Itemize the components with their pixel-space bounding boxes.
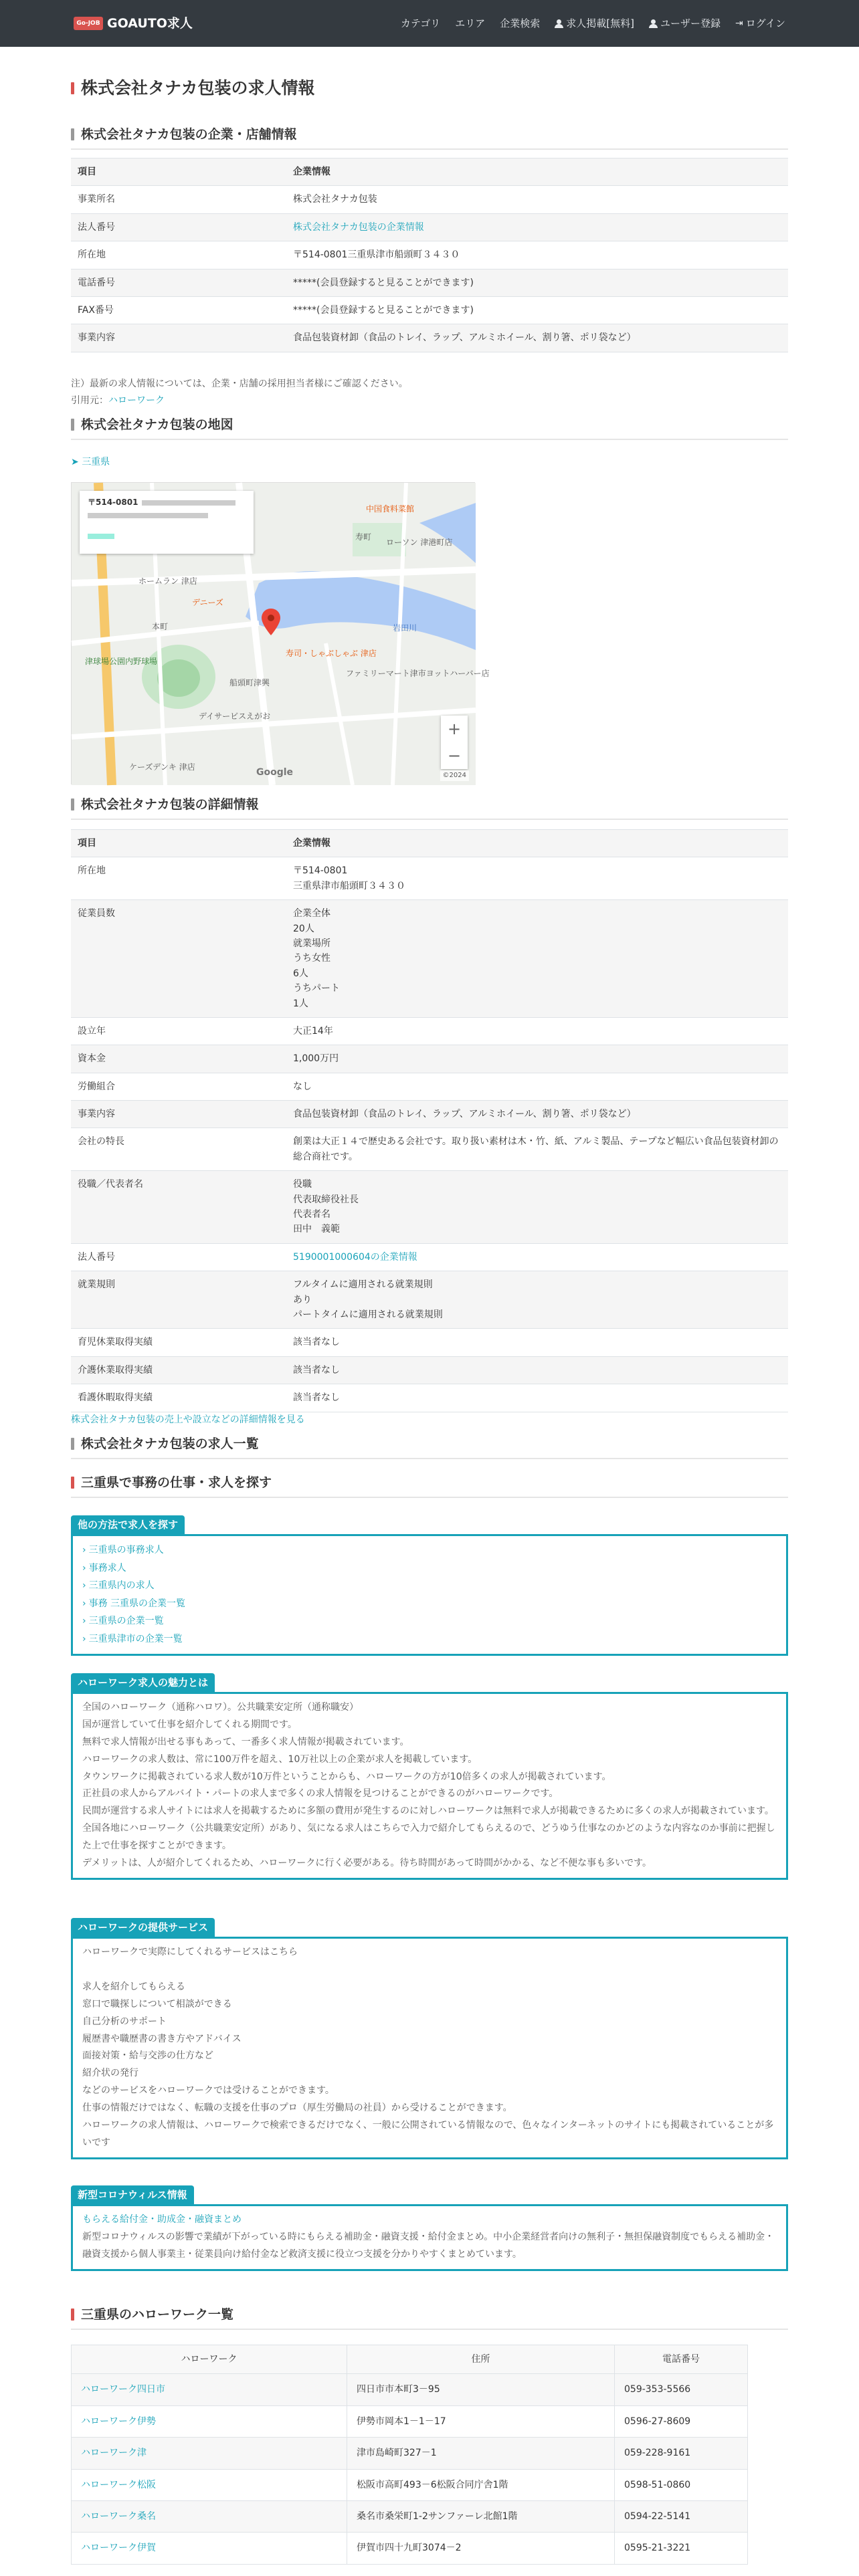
google-logo: Google: [256, 766, 294, 778]
hellowork-link[interactable]: ハローワーク津: [81, 2448, 147, 2459]
zoom-in-button[interactable]: +: [447, 720, 462, 738]
page-title: 株式会社タナカ包装の求人情報: [71, 75, 788, 102]
nav-company-search[interactable]: 企業検索: [500, 17, 541, 29]
table-header-row: 項目 企業情報: [71, 830, 788, 857]
map-attribution: ©2024: [440, 770, 469, 781]
box-tag: 他の方法で求人を探す: [71, 1515, 185, 1534]
location-arrow-icon: ➤: [71, 457, 79, 467]
table-row: ハローワーク伊賀 伊賀市四十九町3074－2 0595-21-3221: [72, 2533, 748, 2564]
table-row: FAX番号 *****(会員登録すると見ることができます): [71, 296, 788, 324]
corona-info-box: 新型コロナウィルス情報 もらえる給付金・助成金・融資まとめ 新型コロナウィルスの影響で業績が下がっている時にもらえる補助金・融資支援・給付金まとめ。中小企業経営者向けの無利子・無担保融資制度でもらえる補助金・融資支援から個人事業主・従業員向け給付金など救済支援に役立つ支援を分かりやすくまとめています。: [71, 2185, 788, 2271]
table-row: 事業所名 株式会社タナカ包装: [71, 186, 788, 213]
map-info-card: 〒514-0801: [80, 491, 254, 554]
heading-marker-icon: [71, 419, 74, 431]
map-place-label: 本町: [152, 622, 169, 631]
box-tag: 新型コロナウィルス情報: [71, 2185, 194, 2204]
company-info-table: [71, 158, 788, 352]
source-link[interactable]: ハローワーク: [108, 395, 165, 406]
table-row: 所在地 〒514-0801三重県津市船頭町３４３０: [71, 241, 788, 269]
navbar: [0, 0, 859, 47]
map-place-label: ローソン 津港町店: [386, 538, 453, 547]
other-way-link[interactable]: › 事務求人: [82, 1560, 777, 1578]
nav-login[interactable]: ⇥ ログイン: [735, 15, 785, 31]
table-row: 事業内容 食品包装資材卸（食品のトレイ、ラップ、アルミホイール、割り箸、ポリ袋など）: [71, 1101, 788, 1128]
table-row: 就業規則 フルタイムに適用される就業規則 あり パートタイムに適用される就業規則: [71, 1271, 788, 1329]
table-header-row: 項目 企業情報: [71, 158, 788, 186]
heading-marker-icon: [71, 1438, 74, 1450]
box-tag: ハローワーク求人の魅力とは: [71, 1673, 215, 1692]
source-note: 注）最新の求人情報については、企業・店舗の採用担当者様にご確認ください。 引用元：ハローワーク: [71, 379, 408, 406]
table-row: 法人番号 5190001000604の企業情報: [71, 1243, 788, 1271]
zoom-out-button[interactable]: −: [447, 746, 462, 765]
map-place-label: 津球場公園内野球場: [85, 657, 158, 666]
table-row: 事業内容 食品包装資材卸（食品のトレイ、ラップ、アルミホイール、割り箸、ポリ袋など）: [71, 324, 788, 352]
detail-heading: 株式会社タナカ包装の詳細情報: [71, 794, 788, 820]
table-row: ハローワーク四日市 四日市市本町3－95 059-353-5566: [72, 2374, 748, 2405]
nav-area[interactable]: エリア: [455, 17, 486, 29]
company-info-heading: 株式会社タナカ包装の企業・店舗情報: [71, 124, 788, 150]
table-row: 役職／代表者名 役職 代表取締役社長 代表者名 田中 義範: [71, 1171, 788, 1244]
table-row: 労働組合 なし: [71, 1073, 788, 1100]
table-row: ハローワーク松阪 松阪市高町493－6松阪合同庁舎1階 0598-51-0860: [72, 2469, 748, 2500]
other-way-link[interactable]: › 三重県津市の企業一覧: [82, 1630, 777, 1648]
other-way-link[interactable]: › 事務 三重県の企業一覧: [82, 1595, 777, 1613]
prefecture-link[interactable]: 三重県: [82, 457, 110, 467]
other-way-link[interactable]: › 三重県の事務求人: [82, 1541, 777, 1560]
table-row: 資本金 1,000万円: [71, 1045, 788, 1073]
map-zoom-control: [441, 716, 468, 769]
hellowork-link[interactable]: ハローワーク松阪: [81, 2479, 156, 2490]
map-place-label: デイサービスえがお: [199, 712, 271, 721]
hellowork-link[interactable]: ハローワーク伊賀: [81, 2543, 156, 2554]
nav-register[interactable]: ユーザー登録: [649, 15, 721, 31]
map-pin-icon[interactable]: [262, 609, 280, 635]
table-row: 設立年 大正14年: [71, 1017, 788, 1045]
table-row: 電話番号 *****(会員登録すると見ることができます): [71, 269, 788, 296]
table-row: ハローワーク伊勢 伊勢市岡本1－1－17 0596-27-8609: [72, 2405, 748, 2437]
box-tag: ハローワークの提供サービス: [71, 1918, 215, 1937]
heading-marker-icon: [71, 1477, 74, 1489]
corporate-info-link[interactable]: 株式会社タナカ包装の企業情報: [293, 221, 424, 233]
table-header-row: ハローワーク 住所 電話番号: [72, 2345, 748, 2374]
map-place-label: 寿司・しゃぶしゃぶ 津店: [286, 649, 377, 658]
brand-link[interactable]: [74, 13, 193, 33]
detail-info-link[interactable]: 株式会社タナカ包装の売上や設立などの詳細情報を見る: [71, 1414, 305, 1425]
hellowork-services-box: ハローワークの提供サービス ハローワークで実際にしてくれるサービスはこちら 求人を紹介してもらえる 窓口で職探しについて相談ができる 自己分析のサポート 履歴書や職歴書の書き方やアドバイス 面接対策・給与交渉の仕方など 紹介状の発行 などのサービスをハローワークでは受けることができます。 仕事の情報だけではなく、転職の支援を仕事のプロ（厚生労働局の社員）から受けることができます。 ハローワークの求人情報は、ハローワークで検索できるだけでなく、一般に公開されている情報なので、色々なインターネットのサイトにも掲載されていることが多いです: [71, 1918, 788, 2159]
hellowork-link[interactable]: ハローワーク伊勢: [81, 2416, 156, 2427]
table-row: 会社の特長 創業は大正１４で歴史ある会社です。取り扱い素材は木・竹、紙、アルミ製品、テープなど幅広い食品包装資材卸の総合商社です。: [71, 1128, 788, 1171]
job-list-heading: 株式会社タナカ包装の求人一覧: [71, 1434, 788, 1459]
hellowork-appeal-box: ハローワーク求人の魅力とは 全国のハローワーク（通称ハロワ）。公共職業安定所（通称職安） 国が運営していて仕事を紹介してくれる期間です。 無料で求人情報が出せる事もあって、一番多く求人情報が掲載されています。 ハローワークの求人数は、常に100万件を超え、10万社以上の企業が求人を掲載しています。 タウンワークに掲載されている求人数が10万件ということからも、ハローワークの方が10倍多くの求人が掲載されています。 正社員の求人からアルバイト・パートの求人まで多くの求人情報を見つけることができるのがハローワークです。 民間が運営する求人サイトには求人を掲載するために多額の費用が発生するのに対しハローワークは無料で求人が掲載できるために多くの求人が掲載されています。 全国各地にハローワーク（公共職業安定所）があり、気になる求人はこちらで入力で紹介してもらえるので、どうゆう仕事なのかどのような内容なのか事前に把握した上で仕事を探すことができます。 デメリットは、人が紹介してくれるため、ハローワークに行く必要がある。待ち時間があって時間がかかる、など不便な事も多いです。: [71, 1673, 788, 1880]
table-row: ハローワーク桑名 桑名市桑栄町1-2サンファーレ北館1階 0594-22-5141: [72, 2500, 748, 2532]
map[interactable]: [71, 482, 490, 784]
heading-marker-icon: [71, 128, 74, 140]
title-marker-icon: [71, 82, 74, 94]
other-way-link[interactable]: › 三重県の企業一覧: [82, 1612, 777, 1630]
map-place-label: ファミリーマート津市ヨットハーバー店: [346, 669, 490, 678]
user-icon: [649, 19, 658, 28]
nav-post-job[interactable]: 求人掲載[無料]: [555, 15, 634, 31]
table-row: 看護休暇取得実績 該当者なし: [71, 1384, 788, 1412]
map-place-label: 船頭町津興: [229, 678, 270, 687]
user-icon: [555, 19, 563, 28]
hellowork-link[interactable]: ハローワーク四日市: [81, 2384, 165, 2395]
search-heading: 三重県で事務の仕事・求人を探す: [71, 1473, 788, 1498]
map-heading: 株式会社タナカ包装の地図: [71, 415, 788, 440]
map-place-label: ホームラン 津店: [138, 576, 197, 586]
other-ways-box: [71, 1515, 788, 1656]
brand-name: GOAUTO求人: [107, 15, 193, 31]
map-place-label: ケーズデンキ 津店: [129, 762, 195, 772]
hellowork-table: [71, 2345, 748, 2565]
nav-category[interactable]: カテゴリ: [400, 17, 441, 29]
table-row: 育児休業取得実績 該当者なし: [71, 1329, 788, 1356]
heading-marker-icon: [71, 798, 74, 811]
table-row: ハローワーク津 津市島崎町327－1 059-228-9161: [72, 2438, 748, 2469]
nav-menu: [401, 15, 785, 31]
detail-info-table: [71, 829, 788, 1412]
table-row: 法人番号 株式会社タナカ包装の企業情報: [71, 213, 788, 241]
other-way-link[interactable]: › 三重県内の求人: [82, 1577, 777, 1595]
table-row: 介護休業取得実績 該当者なし: [71, 1356, 788, 1384]
map-place-label: 中国食料菜館: [366, 504, 415, 514]
login-icon: ⇥: [735, 17, 743, 29]
map-place-label: 岩田川: [393, 623, 417, 633]
hellowork-link[interactable]: ハローワーク桑名: [81, 2510, 156, 2522]
table-row: 従業員数 企業全体 20人 就業場所 うち女性 6人 うちパート 1人: [71, 900, 788, 1018]
table-row: 所在地 〒514-0801 三重県津市船頭町３４３０: [71, 857, 788, 900]
heading-marker-icon: [71, 2309, 74, 2321]
hellowork-list-heading: 三重県のハローワーク一覧: [71, 2304, 788, 2330]
map-place-label: 寿町: [355, 532, 372, 542]
map-place-label: デニーズ: [192, 598, 223, 607]
subsidy-link[interactable]: もらえる給付金・助成金・融資まとめ: [82, 2214, 242, 2225]
corporate-number-link[interactable]: 5190001000604の企業情報: [293, 1251, 417, 1263]
brand-logo: Go-JOB: [74, 17, 103, 30]
